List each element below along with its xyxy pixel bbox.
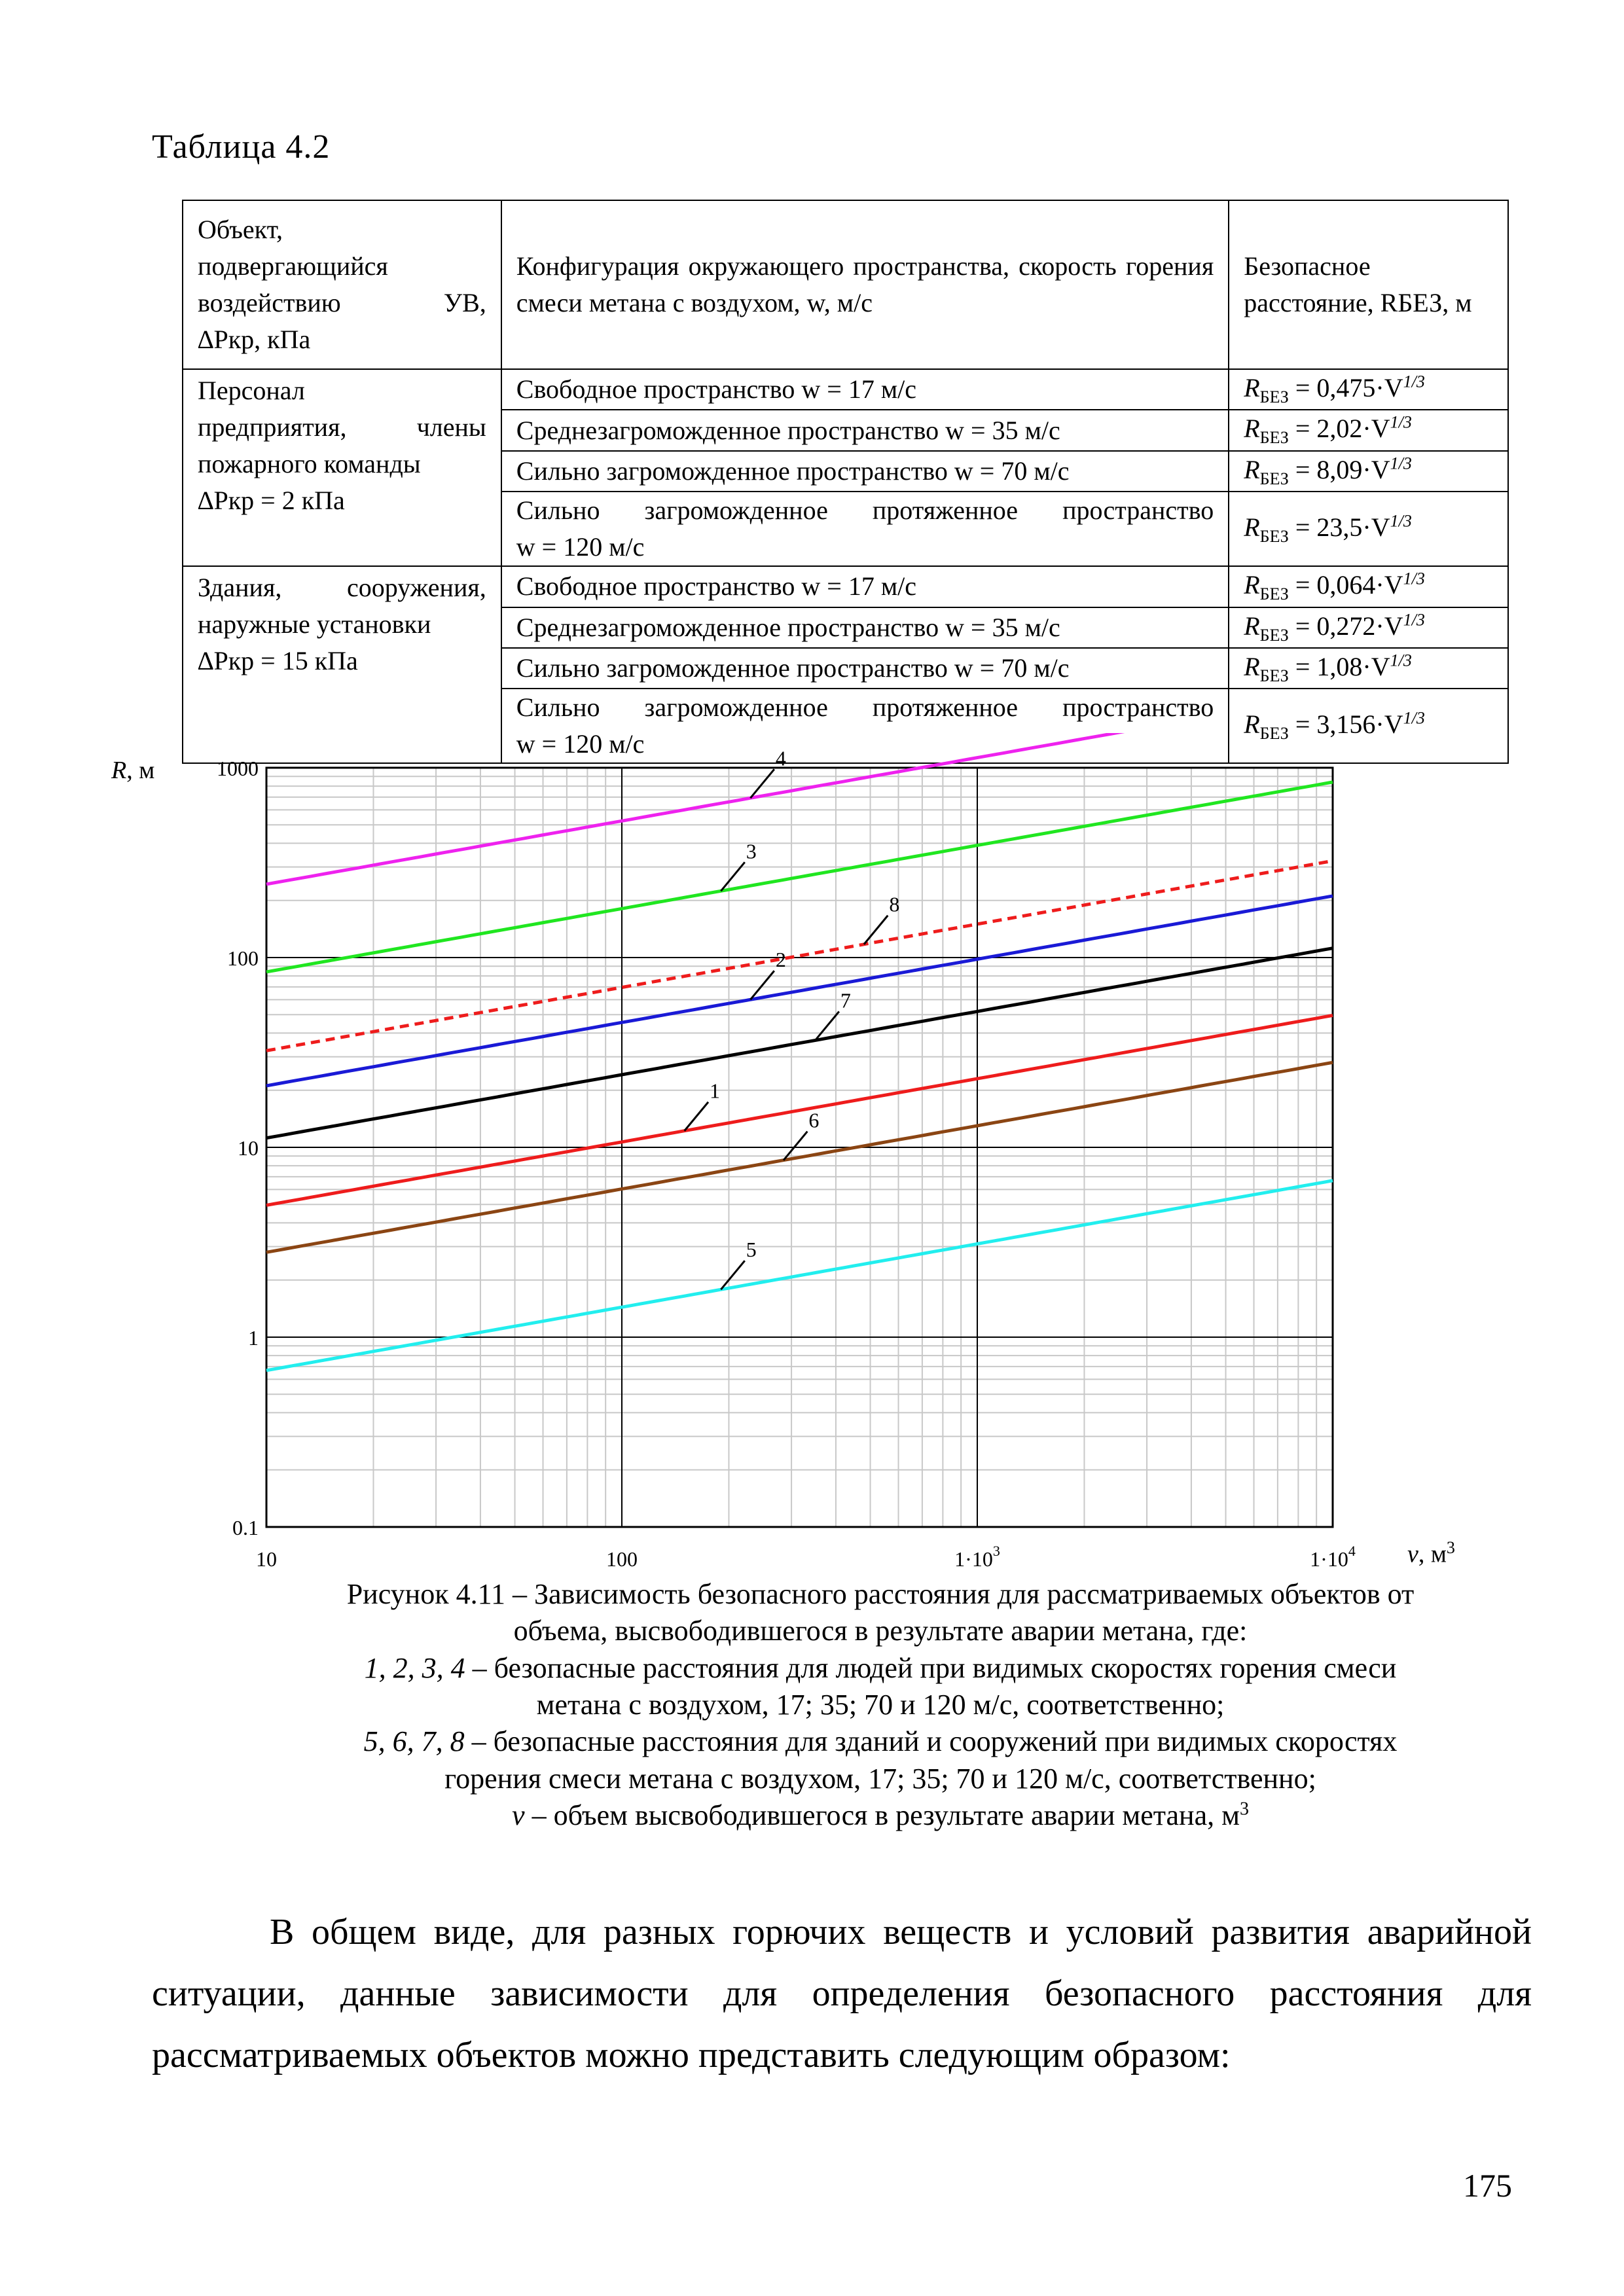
formula-cell	[1229, 492, 1508, 566]
formula-sub: БЕЗ	[1259, 428, 1289, 448]
group-object-line: ∆Pкр = 2 кПа	[198, 486, 345, 515]
header-object-word: воздействию	[198, 288, 341, 317]
caption-line: горения смеси метана с воздухом, 17; 35; 70 и 120 м/с, соответственно;	[444, 1762, 1316, 1795]
series-line-5	[266, 1181, 1333, 1371]
formula-sub: БЕЗ	[1259, 625, 1289, 645]
header-object-line: Объект,	[198, 215, 283, 244]
series-label-1: 1	[710, 1079, 721, 1103]
series-label-7: 7	[840, 988, 851, 1013]
header-object-word: УВ,	[443, 288, 486, 317]
config-cell: Среднезагроможденное пространство w = 35 м/с	[501, 410, 1229, 450]
formula-exp: 1/3	[1390, 651, 1412, 670]
table-header-row	[183, 200, 1508, 369]
x-axis-label: v, $м^3$	[1407, 1538, 1455, 1568]
formula-exp: 1/3	[1403, 569, 1425, 588]
caption-text: – безопасные расстояния для зданий и сооружений при видимых скоростях	[464, 1725, 1398, 1758]
figure-chart	[0, 733, 1624, 1597]
config-cell	[501, 492, 1229, 566]
y-tick-label: 0.1	[232, 1516, 259, 1539]
series-line-3	[266, 782, 1333, 972]
group-object-line: пожарного команды	[198, 449, 421, 478]
header-object-line: подвергающийся	[198, 251, 388, 281]
series-label-4: 4	[775, 746, 786, 770]
config-line: Сильно загроможденное протяженное пространство	[516, 692, 1214, 723]
formula-r: R	[1244, 611, 1260, 641]
config-cell: Свободное пространство w = 17 м/с	[501, 566, 1229, 607]
header-distance-text: Безопасное расстояние, RБЕЗ, м	[1244, 251, 1472, 317]
caption-line: объема, высвободившегося в результате аварии метана, где:	[513, 1615, 1248, 1647]
series-line-8	[266, 861, 1333, 1050]
formula-coef: = 1,08·V	[1295, 651, 1390, 681]
group-object-line	[198, 569, 486, 606]
group-object-line: ∆Pкр = 15 кПа	[198, 646, 358, 676]
y-tick-label: 10	[238, 1136, 259, 1160]
group-object-word: сооружения,	[346, 573, 486, 603]
page-number: 175	[1463, 2167, 1512, 2204]
formula-coef: = 3,156·V	[1295, 709, 1403, 740]
formula-r: R	[1244, 709, 1260, 740]
y-tick-label: 1	[248, 1326, 259, 1350]
series-label-6: 6	[808, 1108, 820, 1132]
caption-line: Рисунок 4.11 – Зависимость безопасного расстояния для рассматриваемых объектов от	[346, 1578, 1415, 1610]
group-object-word: Здания,	[198, 573, 282, 603]
caption-text: – объем высвободившегося в результате аварии метана, м	[524, 1799, 1240, 1831]
series-label-5: 5	[746, 1238, 757, 1262]
group-object-line: Персонал	[198, 376, 305, 405]
formula-coef: = 0,064·V	[1295, 570, 1403, 600]
safe-distance-table	[182, 200, 1509, 764]
config-cell: Среднезагроможденное пространство w = 35 м/с	[501, 607, 1229, 648]
caption-nums: 5, 6, 7, 8	[363, 1725, 465, 1758]
formula-cell	[1229, 648, 1508, 689]
header-distance	[1229, 200, 1508, 369]
config-line: Сильно загроможденное протяженное пространство	[516, 495, 1214, 526]
series-label-8: 8	[889, 892, 900, 916]
formula-cell	[1229, 369, 1508, 410]
formula-cell	[1229, 607, 1508, 648]
formula-exp: 1/3	[1390, 413, 1412, 433]
table-row	[183, 566, 1508, 607]
formula-exp: 1/3	[1390, 454, 1412, 473]
caption-line: метана с воздухом, 17; 35; 70 и 120 м/с, соответственно;	[536, 1688, 1225, 1721]
series-line-4	[266, 733, 1333, 884]
group-object-line	[198, 409, 486, 446]
y-axis-label: R, м	[111, 757, 155, 784]
series-label-3: 3	[746, 839, 757, 863]
group-object-word: предприятия,	[198, 412, 347, 442]
formula-exp: 1/3	[1403, 372, 1425, 391]
x-tick-label: 10	[256, 1547, 277, 1571]
x-axis-unit-sup: 3	[1446, 1538, 1455, 1557]
caption-line	[249, 1797, 1512, 1834]
caption-sup: 3	[1239, 1799, 1249, 1820]
formula-sub: БЕЗ	[1259, 469, 1289, 488]
formula-exp: 1/3	[1403, 610, 1425, 630]
formula-cell	[1229, 451, 1508, 492]
group-object-personnel	[183, 369, 501, 566]
caption-var: v	[512, 1799, 525, 1831]
formula-r: R	[1244, 651, 1260, 681]
table-row	[183, 369, 1508, 410]
y-tick-label: 100	[227, 946, 259, 970]
config-line: w = 120 м/с	[516, 532, 645, 562]
formula-sub: БЕЗ	[1259, 724, 1289, 744]
formula-r: R	[1244, 512, 1260, 542]
formula-exp: 1/3	[1403, 708, 1425, 728]
config-cell: Сильно загроможденное пространство w = 70 м/с	[501, 451, 1229, 492]
formula-exp: 1/3	[1390, 511, 1412, 531]
caption-nums: 1, 2, 3, 4	[364, 1651, 465, 1684]
caption-line	[249, 1723, 1512, 1760]
formula-sub: БЕЗ	[1259, 584, 1289, 604]
group-object-line: наружные установки	[198, 609, 431, 639]
config-line: w = 120 м/с	[516, 729, 645, 759]
caption-line	[249, 1650, 1512, 1687]
formula-sub: БЕЗ	[1259, 526, 1289, 546]
x-tick-label: $1\cdot 10^4$	[1310, 1543, 1356, 1571]
config-cell: Сильно загроможденное пространство w = 70 м/с	[501, 648, 1229, 689]
figure-caption	[249, 1576, 1512, 1834]
formula-sub: БЕЗ	[1259, 387, 1289, 406]
header-config	[501, 200, 1229, 369]
formula-coef: = 8,09·V	[1295, 454, 1390, 484]
formula-cell	[1229, 566, 1508, 607]
caption-text: – безопасные расстояния для людей при видимых скоростях горения смеси	[465, 1651, 1397, 1684]
header-object-line	[198, 285, 486, 321]
group-object-word: члены	[416, 412, 486, 442]
log-log-chart	[0, 733, 1624, 1597]
table-caption: Таблица 4.2	[152, 128, 331, 166]
series-leader-8	[864, 916, 888, 944]
formula-cell	[1229, 410, 1508, 450]
formula-coef: = 2,02·V	[1295, 414, 1390, 444]
x-tick-label: 100	[606, 1547, 638, 1571]
x-tick-label: $1\cdot 10^3$	[954, 1543, 1000, 1571]
formula-r: R	[1244, 414, 1260, 444]
config-cell: Свободное пространство w = 17 м/с	[501, 369, 1229, 410]
series-label-2: 2	[775, 948, 786, 972]
formula-r: R	[1244, 454, 1260, 484]
formula-coef: = 0,475·V	[1295, 373, 1403, 403]
formula-r: R	[1244, 373, 1260, 403]
header-config-text: Конфигурация окружающего пространства, скорость горения смеси метана с воздухом, w, м/с	[516, 251, 1214, 317]
formula-sub: БЕЗ	[1259, 666, 1289, 685]
header-object-line: ∆Pкр, кПа	[198, 325, 311, 354]
formula-coef: = 23,5·V	[1295, 512, 1390, 542]
series-line-6	[266, 1062, 1333, 1252]
formula-r: R	[1244, 570, 1260, 600]
formula-coef: = 0,272·V	[1295, 611, 1403, 641]
header-object	[183, 200, 501, 369]
body-paragraph: В общем виде, для разных горючих веществ и условий развития аварийной ситуации, данные зависимости для определения безопасного расстояния для рассматриваемых объектов можно представить следующим образом:	[152, 1912, 1532, 2076]
y-tick-label: 1000	[217, 757, 259, 780]
